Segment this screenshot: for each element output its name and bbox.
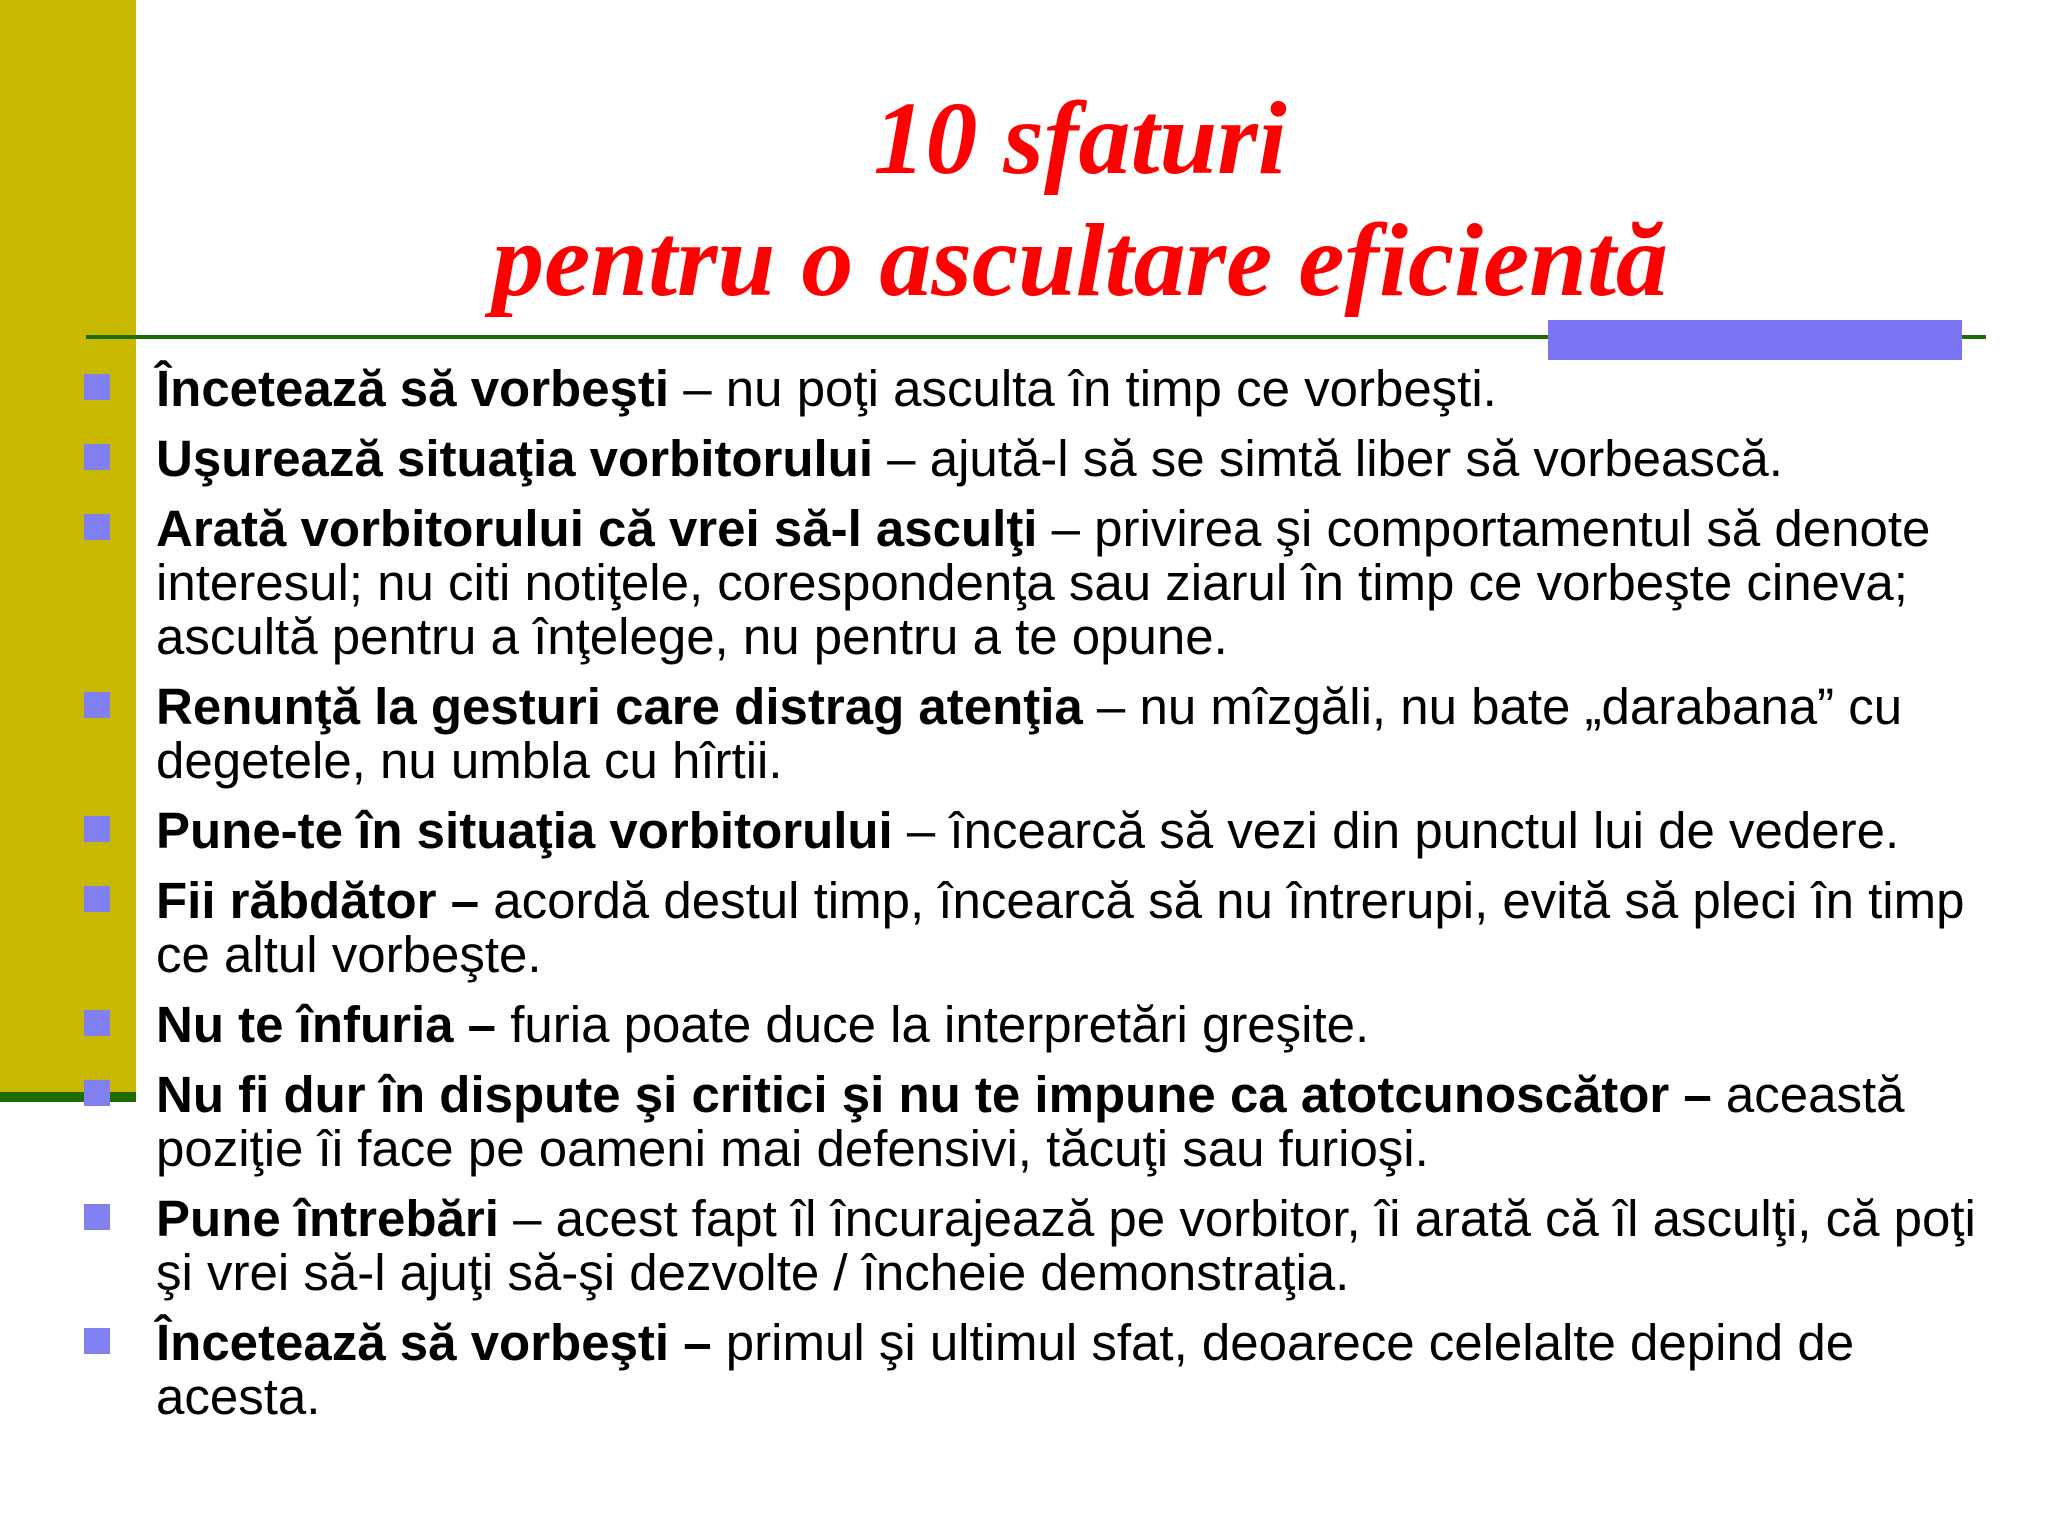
title-line-2: pentru o ascultare eficientă [492, 203, 1668, 318]
tip-heading: Fii răbdător – [156, 872, 480, 929]
accent-bar [1548, 320, 1962, 360]
list-item [84, 804, 2024, 858]
tip-text: – nu poţi asculta în timp ce vorbeşti. [669, 360, 1497, 417]
list-item [84, 1316, 2024, 1424]
tip-heading: Nu te înfuria – [156, 996, 497, 1053]
tip-heading: Încetează să vorbeşti – [156, 1314, 712, 1371]
tip-heading: Arată vorbitorului că vrei să-l asculţi [156, 500, 1038, 557]
tip-heading: Renunţă la gesturi care distrag atenţia [156, 678, 1083, 735]
list-item [84, 680, 2024, 788]
list-item [84, 432, 2024, 486]
tip-text: această poziţie îi face pe oameni mai defensivi, tăcuţi sau furioşi. [156, 1066, 1905, 1177]
tip-heading: Pune-te în situaţia vorbitorului [156, 802, 893, 859]
tip-text: acordă destul timp, încearcă să nu întrerupi, evită să pleci în timp ce altul vorbeşte. [156, 872, 1965, 983]
square-bullet-icon [84, 886, 110, 912]
tip-text: furia poate duce la interpretări greşite. [496, 996, 1370, 1053]
tip-text: – acest fapt îl încurajează pe vorbitor, îi arată că îl asculţi, că poţi şi vrei să-l ajuţi să-şi dezvolte / încheie demonstraţia. [156, 1190, 1976, 1301]
tip-heading: Încetează să vorbeşti [156, 360, 670, 417]
tip-text: primul şi ultimul sfat, deoarece celelalte depind de acesta. [156, 1314, 1855, 1425]
square-bullet-icon [84, 444, 110, 470]
square-bullet-icon [84, 374, 110, 400]
list-item [84, 874, 2024, 982]
slide-title [330, 78, 1830, 322]
tips-list [84, 362, 2024, 1440]
square-bullet-icon [84, 514, 110, 540]
tip-text: – privirea şi comportamentul să denote interesul; nu citi notiţele, corespondenţa sau ziarul în timp ce vorbeşte cineva; ascultă pentru a înţelege, nu pentru a te opune. [156, 500, 1931, 665]
tip-heading: Pune întrebări [156, 1190, 499, 1247]
tip-text: – încearcă să vezi din punctul lui de vedere. [892, 802, 1900, 859]
square-bullet-icon [84, 1204, 110, 1230]
list-item [84, 998, 2024, 1052]
square-bullet-icon [84, 1080, 110, 1106]
list-item [84, 502, 2024, 664]
title-line-1: 10 sfaturi [873, 81, 1287, 196]
list-item [84, 1192, 2024, 1300]
square-bullet-icon [84, 816, 110, 842]
square-bullet-icon [84, 1010, 110, 1036]
list-item [84, 1068, 2024, 1176]
tip-heading: Nu fi dur în dispute şi critici şi nu te impune ca atotcunoscător – [156, 1066, 1712, 1123]
square-bullet-icon [84, 692, 110, 718]
list-item [84, 362, 2024, 416]
square-bullet-icon [84, 1328, 110, 1354]
tip-text: – nu mîzgăli, nu bate „darabana” cu degetele, nu umbla cu hîrtii. [156, 678, 1903, 789]
tip-heading: Uşurează situaţia vorbitorului [156, 430, 873, 487]
tip-text: – ajută-l să se simtă liber să vorbească. [873, 430, 1783, 487]
